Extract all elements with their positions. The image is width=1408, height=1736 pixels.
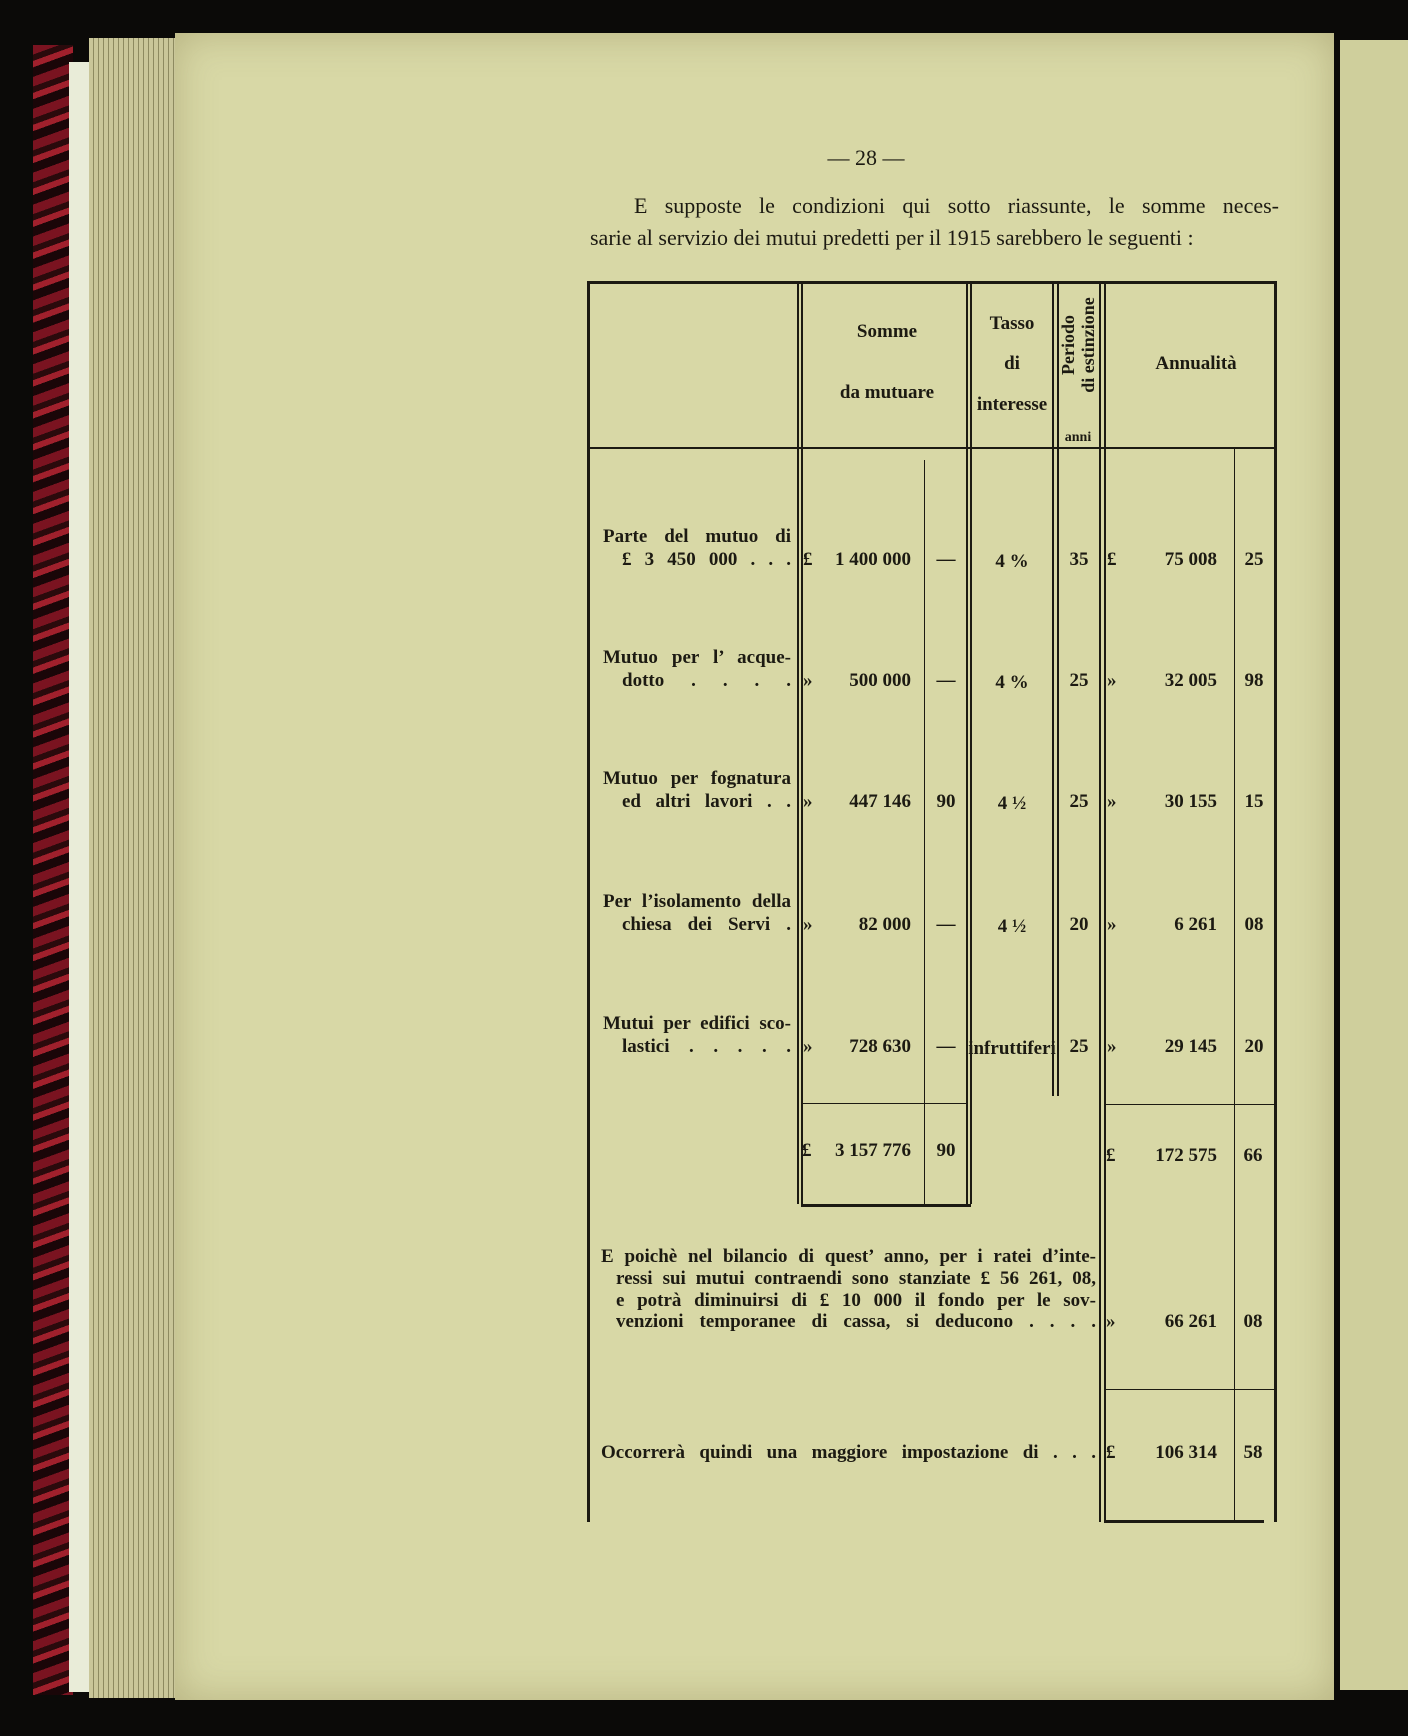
row-label-line-1: Mutuo per fognatura [603,768,791,789]
row-ann-amount: 6 261 [1174,914,1217,935]
row-amount: 500 000 [849,670,911,691]
row-ann-cents: 98 [1244,670,1264,691]
row-ann-amount: 29 145 [1164,1036,1217,1057]
row-label-line-1: Parte del mutuo di [603,526,791,547]
header-periodo [1058,297,1098,393]
row-amount: 1 400 000 [835,549,911,570]
table-top-rule [588,281,1277,284]
row-label-line-1: Mutuo per l’ acque- [603,647,791,668]
col-rule [924,460,925,1204]
col-rule [801,284,803,1204]
table-right-border [1274,281,1277,1522]
row-ann-cents: 08 [1244,914,1264,935]
row-label-line-2: ed altri lavori . . [622,791,791,812]
row-ann-cents: 15 [1244,791,1264,812]
result-cents: 58 [1243,1442,1263,1463]
deduction-symbol: » [1106,1311,1116,1332]
deduction-cents: 08 [1243,1311,1263,1332]
total-ann-cents: 66 [1243,1145,1263,1166]
col-rule [970,284,972,1204]
row-currency-symbol: » [803,1036,813,1057]
row-ann-symbol: £ [1107,549,1117,570]
row-rate: 4 % [995,551,1029,572]
row-amount: 447 146 [849,791,911,812]
header-periodo-line1: Periodo [1058,315,1078,376]
row-years: 35 [1069,549,1089,570]
row-label-line-2: £ 3 450 000 . . . [622,549,791,570]
header-periodo-line2: di estinzione [1078,297,1098,393]
row-amount: 82 000 [858,914,911,935]
row-ann-amount: 30 155 [1164,791,1217,812]
row-cents: — [936,549,956,570]
row-label-line-2: lastici . . . . . [622,1036,791,1057]
col-rule [1234,448,1235,1522]
total-cents: 90 [936,1140,956,1161]
page-edges [89,38,177,1698]
table-left-border [587,281,590,1522]
row-currency-symbol: » [803,791,813,812]
col-rule [797,284,799,1204]
row-rate: 4 % [995,672,1029,693]
total-symbol: £ [802,1140,812,1161]
row-ann-symbol: » [1107,670,1117,691]
header-anni: anni [1064,430,1092,445]
row-years: 20 [1069,914,1089,935]
row-cents: — [936,914,956,935]
row-rate: 4 ½ [997,793,1027,814]
col-rule [1057,284,1059,1096]
row-ann-symbol: » [1107,914,1117,935]
header-tasso: Tasso [989,313,1035,334]
row-years: 25 [1069,670,1089,691]
header-da-mutuare: da mutuare [839,382,935,403]
col-rule [1052,284,1054,1096]
row-rate: 4 ½ [997,916,1027,937]
table-end-rule [1104,1520,1264,1523]
deduction-line-1: E poichè nel bilancio di quest’ anno, per i ratei d’inte- [601,1246,1096,1267]
deduction-line-2: ressi sui mutui contraendi sono stanziate £ 56 261, 08, [616,1268,1096,1289]
endpaper [69,62,91,1692]
page-number: — 28 — [827,145,905,170]
header-di: di [1004,353,1020,374]
row-ann-symbol: » [1107,1036,1117,1057]
row-currency-symbol: » [803,914,813,935]
header-bottom-rule [588,447,1276,449]
row-ann-amount: 32 005 [1164,670,1217,691]
result-amount: 106 314 [1155,1442,1217,1463]
facing-page [1340,40,1408,1690]
row-ann-cents: 20 [1244,1036,1264,1057]
row-cents: 90 [936,791,956,812]
subtotal-rule [801,1103,967,1104]
col-rule [1099,284,1101,1522]
subtotal-rule [1104,1104,1274,1105]
row-cents: — [936,670,956,691]
col-rule [1104,284,1106,1522]
row-ann-symbol: » [1107,791,1117,812]
row-years: 25 [1069,791,1089,812]
row-label-line-1: Mutui per edifici sco- [603,1013,791,1034]
header-somme: Somme [856,321,918,342]
deduction-line-4: venzioni temporanee di cassa, si deducono . . . . [616,1311,1096,1332]
row-label-line-2: dotto . . . . [622,670,791,691]
header-interesse: interesse [976,394,1048,415]
row-cents: — [936,1036,956,1057]
total-end-rule [801,1204,971,1207]
row-label-line-1: Per l’isolamento della [603,891,791,912]
deduction-amount: 66 261 [1164,1311,1217,1332]
deduction-line-3: e potrà diminuirsi di £ 10 000 il fondo per le sov- [616,1290,1096,1311]
total-ann-amount: 172 575 [1155,1145,1217,1166]
intro-line-1: E supposte le condizioni qui sotto riassunte, le somme neces- [634,193,1279,218]
row-amount: 728 630 [849,1036,911,1057]
row-years: 25 [1069,1036,1089,1057]
deduction-rule [1104,1389,1274,1390]
row-rate: infruttiferi [968,1038,1056,1059]
header-annualita: Annualità [1155,353,1237,374]
total-amount: 3 157 776 [835,1140,911,1161]
row-currency-symbol: £ [803,549,813,570]
intro-line-2: sarie al servizio dei mutui predetti per il 1915 sarebbero le seguenti : [590,225,1194,250]
result-label: Occorrerà quindi una maggiore impostazione di . . . [601,1442,1096,1463]
row-ann-cents: 25 [1244,549,1264,570]
col-rule [966,284,968,1204]
result-symbol: £ [1106,1442,1116,1463]
row-label-line-2: chiesa dei Servi . [622,914,791,935]
book-cover-marbled [33,45,73,1695]
row-ann-amount: 75 008 [1164,549,1217,570]
total-ann-symbol: £ [1106,1145,1116,1166]
row-currency-symbol: » [803,670,813,691]
